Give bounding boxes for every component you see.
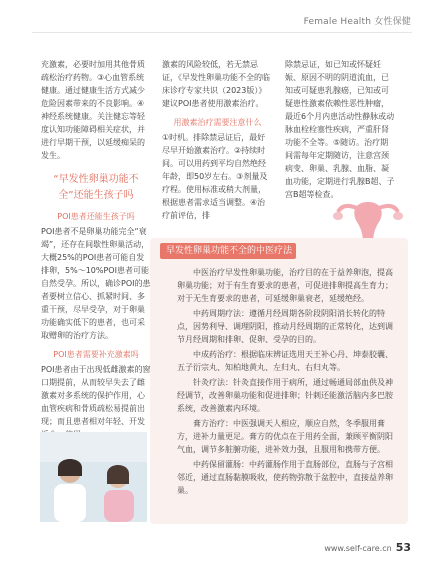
subheading: POI患者还能生孩子吗 <box>57 212 135 221</box>
box-paragraph: 中医治疗早发性卵巢功能，治疗目的在于益养卵泡，提高卵巢功能；对于有生育要求的患者，可促进排卵提高生育力；对于无生育要求的患者，可延缓卵巢衰老，延缓绝经。 <box>177 268 393 303</box>
paragraph: 充激素，必要时加用其他骨质疏松治疗药物。③心血管系统健康。通过健康生活方式减少危险因素带来的不良影响。④神经系统健康。关注健忘等轻度认知功能障碍相关症状，并进行早期干预，以延缓痴呆的发生。 <box>41 60 145 160</box>
site-url: www.self-care.cn <box>324 544 392 553</box>
paragraph: 激素的风险较低，若无禁忌证，《早发性卵巢功能不全的临床诊疗专家共识（2023版）》建议POI患者使用激素治疗。 <box>162 60 270 108</box>
page-footer <box>324 541 411 554</box>
pull-quote: “早发性卵巢功能不全”还能生孩子吗 <box>53 174 139 201</box>
box-paragraph: 中成药治疗：根据临床辨证选用天王补心丹、坤泰胶囊、五子衍宗丸、知柏地黄丸、左归丸、右归丸等。 <box>177 350 393 372</box>
header-divider <box>32 32 412 33</box>
box-paragraph: 针灸疗法：针灸直接作用于病所，通过畅通局部血供及神经调节，改善卵巢功能和促进排卵；针刺还能激活脑内多巴胺系统，改善激素内环境。 <box>177 378 393 413</box>
subheading: 用激素治疗需要注意什么 <box>173 118 262 127</box>
column-1 <box>41 58 151 441</box>
column-2 <box>162 58 273 222</box>
box-body <box>177 266 399 499</box>
paragraph: POI患者不是卵巢功能完全“衰竭”，还存在间歇性卵巢活动，大概25%的POI患者可能自发排卵，5%～10%POI患者可能自然受孕。所以，确诊POI的患者要树立信心、抓紧时间、多重干预，尽早受孕，对于卵巢功能确实低下的患者，也可采取赠卵的治疗方法。 <box>41 227 151 340</box>
box-paragraph: 中药保留灌肠：中药灌肠作用于直肠部位，直肠与子宫相邻近，通过直肠黏膜吸收，使药物弥散于盆腔中，直接益养卵巢。 <box>177 460 393 495</box>
box-paragraph: 膏方治疗：中医强调天人相应，顺应自然，冬季服用膏方，进补力量更足。膏方的优点在于用药全面，兼顾平衡阴阳气血，调节多脏腑功能，进补效力强，且服用和携带方便。 <box>177 419 393 454</box>
doctor-patient-photo <box>40 432 147 522</box>
header-title: Female Health 女性保健 <box>303 17 411 27</box>
box-paragraph: 中药周期疗法：遵循月经周期各阶段阴阳消长转化的特点，因势利导、调理阴阳，推动月经周期的正常转化，达到调节月经周期和排卵、促卵、受孕的目的。 <box>177 309 393 344</box>
subheading: POI患者需要补充激素吗 <box>53 350 139 359</box>
page-number: 53 <box>395 541 411 554</box>
box-title: 早发性卵巢功能不全的中医疗法 <box>160 243 296 259</box>
paragraph: POI患者由于出现低雌激素的窗口期提前，从而较早失去了雌激素对多系统的保护作用，心血管疾病和骨质疏松易提前出现；而且患者相对年轻、开发 <box>41 365 151 426</box>
paragraph: 除禁忌证，如已知或怀疑妊娠、原因不明的阴道流血，已知或可疑患乳腺癌，已知或可疑患性激素依赖性恶性肿瘤，最近6个月内患活动性静脉或动脉血栓栓塞性疾病，严重肝肾功能不全等。⑤随访。治疗期间需每年定期随访，注意宫颈病变、卵巢、乳腺、血脂、凝血功能，定期进行乳腺B超、子宫B超等检查。 <box>285 60 395 199</box>
paragraph: ①时机。排除禁忌证后，最好尽早开始激素治疗。②持续时间。可以用药到平均自然绝经年龄，即50岁左右。③剂量及疗程。使用标准或稍大剂量，根据患者需求适当调整。④治疗前评估，排 <box>162 133 268 220</box>
column-3 <box>285 58 396 201</box>
